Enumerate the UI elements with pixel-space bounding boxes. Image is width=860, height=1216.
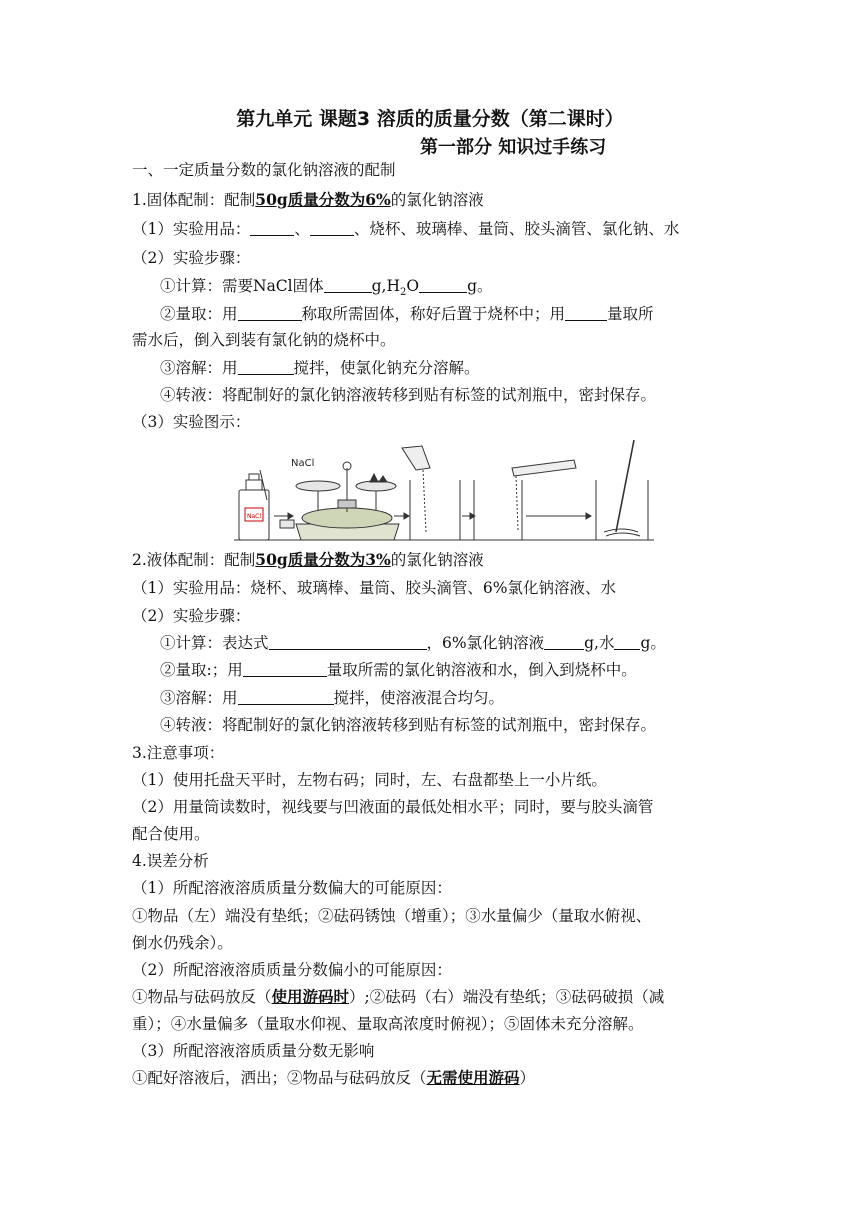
p1-calc-mid2: O bbox=[406, 277, 420, 295]
blank[interactable] bbox=[614, 634, 640, 650]
p4-small-1-pre: ①物品与砝码放反（ bbox=[132, 988, 272, 1006]
blank[interactable] bbox=[544, 634, 584, 650]
p1-weigh bbox=[160, 304, 654, 324]
p1-weigh-post: 量取所 bbox=[607, 305, 654, 323]
blank[interactable] bbox=[419, 277, 467, 293]
p1-items-post: 、烧杯、玻璃棒、量筒、胶头滴管、氯化钠、水 bbox=[353, 220, 680, 238]
p3-note-1: （1）使用托盘天平时，左物右码；同时，左、右盘都垫上一小片纸。 bbox=[132, 771, 607, 789]
p2-calc-post: g。 bbox=[640, 634, 666, 652]
p4-none-1-emphasis: 无需使用游码 bbox=[426, 1068, 520, 1087]
p2-dissolve-post: 搅拌，使溶液混合均匀。 bbox=[333, 689, 505, 707]
blank[interactable] bbox=[565, 305, 607, 321]
page-subtitle: 第一部分 知识过手练习 bbox=[420, 137, 607, 158]
p1-items bbox=[132, 219, 679, 239]
p1-steps: （2）实验步骤： bbox=[132, 249, 251, 267]
p2-title-post: 的氯化钠溶液 bbox=[390, 551, 484, 569]
p1-items-mid: 、 bbox=[294, 220, 310, 238]
blank[interactable] bbox=[310, 220, 354, 236]
blank[interactable] bbox=[269, 634, 427, 650]
p4-small-heading: （2）所配溶液溶质质量分数偏小的可能原因： bbox=[132, 961, 452, 979]
p4-small-1 bbox=[132, 987, 664, 1007]
p2-steps: （2）实验步骤： bbox=[132, 607, 251, 625]
p1-weigh-mid: 称取所需固体，称好后置于烧杯中；用 bbox=[301, 305, 566, 323]
p2-dissolve bbox=[160, 688, 504, 708]
p1-title-pre: 1.固体配制：配制 bbox=[132, 191, 256, 209]
blank[interactable] bbox=[238, 305, 302, 321]
p4-none-1-pre: ①配好溶液后，洒出；②物品与砝码放反（ bbox=[132, 1069, 427, 1087]
p2-calc-mid2: g,水 bbox=[584, 634, 615, 652]
p1-calc bbox=[160, 276, 493, 303]
p2-transfer: ④转液：将配制好的氯化钠溶液转移到贴有标签的试剂瓶中，密封保存。 bbox=[160, 716, 657, 734]
p2-title-pre: 2.液体配制：配制 bbox=[132, 551, 256, 569]
p4-big-1: ①物品（左）端没有垫纸；②砝码锈蚀（增重）；③水量偏少（量取水俯视、 bbox=[132, 907, 652, 925]
fig-nacl-label: NaCl bbox=[291, 458, 315, 469]
blank[interactable] bbox=[238, 689, 334, 705]
p2-items: （1）实验用品：烧杯、玻璃棒、量筒、胶头滴管、6%氯化钠溶液、水 bbox=[132, 579, 616, 597]
beaker-with-cylinder-icon bbox=[474, 460, 576, 540]
p2-calc bbox=[160, 633, 666, 653]
p4-small-1-cont: 重）；④水量偏多（量取水仰视、量取高浓度时俯视）；⑤固体未充分溶解。 bbox=[132, 1015, 644, 1033]
p4-small-1-post: ）;②砝码（右）端没有垫纸；③砝码破损（减 bbox=[349, 988, 665, 1006]
p2-measure-post: 量取所需的氯化钠溶液和水，倒入到烧杯中。 bbox=[326, 661, 637, 679]
p2-calc-pre: ①计算：表达式 bbox=[160, 634, 269, 652]
blank[interactable] bbox=[238, 359, 294, 375]
p4-big-heading: （1）所配溶液溶质质量分数偏大的可能原因： bbox=[132, 879, 452, 897]
p1-title-post: 的氯化钠溶液 bbox=[390, 191, 484, 209]
p1-dissolve-post: 搅拌，使氯化钠充分溶解。 bbox=[293, 359, 480, 377]
p2-calc-mid: ，6%氯化钠溶液 bbox=[426, 634, 545, 652]
blank[interactable] bbox=[250, 220, 294, 236]
p4-small-1-emphasis: 使用游码时 bbox=[271, 987, 350, 1006]
p1-calc-post: g。 bbox=[467, 277, 493, 295]
p3-note-2-cont: 配合使用。 bbox=[132, 825, 210, 843]
balance-icon bbox=[296, 462, 399, 540]
p1-transfer: ④转液：将配制好的氯化钠溶液转移到贴有标签的试剂瓶中，密封保存。 bbox=[160, 386, 657, 404]
page-title: 第九单元 课题3 溶质的质量分数（第二课时） bbox=[236, 108, 624, 130]
p1-diagram-label: （3）实验图示： bbox=[132, 413, 251, 431]
experiment-figure bbox=[234, 440, 654, 544]
blank[interactable] bbox=[324, 277, 372, 293]
reagent-bottle-icon bbox=[239, 470, 269, 540]
p1-weigh-pre: ②量取：用 bbox=[160, 305, 238, 323]
p1-calc-mid: g,H bbox=[371, 277, 400, 295]
fig-bottle-label: NaCl bbox=[247, 513, 262, 520]
section-heading: 一、一定质量分数的氯化钠溶液的配制 bbox=[132, 161, 396, 179]
p3-title: 3.注意事项： bbox=[132, 744, 225, 762]
p3-note-2: （2）用量筒读数时，视线要与凹液面的最低处相水平；同时，要与胶头滴管 bbox=[132, 798, 654, 816]
p1-calc-pre: ①计算：需要NaCl固体 bbox=[160, 277, 324, 295]
beaker-with-rod-icon bbox=[596, 440, 648, 540]
p2-title bbox=[132, 550, 484, 570]
p4-title: 4.误差分析 bbox=[132, 852, 209, 870]
p1-calc-sub: 2 bbox=[400, 287, 407, 299]
p1-items-pre: （1）实验用品： bbox=[132, 220, 251, 238]
p1-title bbox=[132, 190, 484, 210]
beaker-icon bbox=[402, 446, 460, 540]
p1-dissolve-pre: ③溶解：用 bbox=[160, 359, 238, 377]
p4-none-heading: （3）所配溶液溶质质量分数无影响 bbox=[132, 1042, 375, 1060]
p2-title-emphasis: 50g质量分数为3% bbox=[255, 550, 391, 569]
p2-measure bbox=[160, 660, 637, 680]
p1-weigh-cont: 需水后，倒入到装有氯化钠的烧杯中。 bbox=[132, 331, 396, 349]
p4-none-1-post: ） bbox=[519, 1069, 536, 1087]
p4-none-1 bbox=[132, 1068, 535, 1088]
p1-title-emphasis: 50g质量分数为6% bbox=[255, 190, 391, 209]
p4-big-1-cont: 倒水仍残余）。 bbox=[132, 934, 233, 952]
p1-dissolve bbox=[160, 358, 480, 378]
p2-measure-pre: ②量取:；用 bbox=[160, 661, 243, 679]
blank[interactable] bbox=[243, 661, 327, 677]
p2-dissolve-pre: ③溶解：用 bbox=[160, 689, 238, 707]
